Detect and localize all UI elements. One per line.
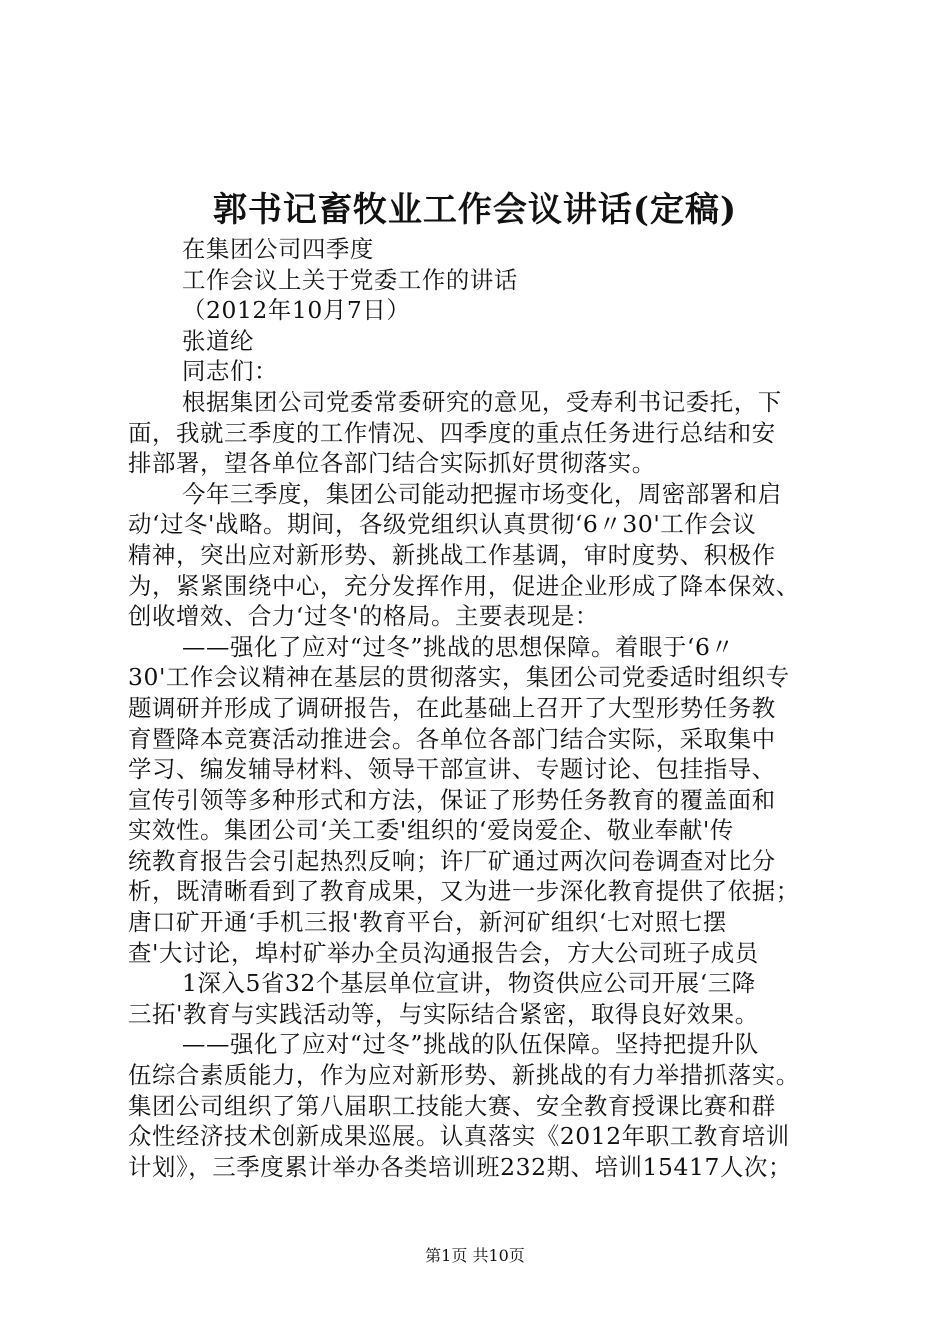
page-footer: 第1页 共10页: [425, 1246, 525, 1265]
text-line: 宣传引领等多种形式和方法，保证了形势任务教育的覆盖面和: [128, 785, 776, 814]
text-line: 精神，突出应对新形势、新挑战工作基调，审时度势、积极作: [128, 540, 776, 569]
text-line: 查'大讨论，埠村矿举办全员沟通报告会，方大公司班子成员: [128, 938, 759, 967]
text-line: 唐口矿开通‘手机三报'教育平台，新河矿组织‘七对照七摆: [128, 908, 727, 937]
text-line: 统教育报告会引起热烈反响；许厂矿通过两次问卷调查对比分: [128, 846, 776, 875]
text-line: 计划》，三季度累计举办各类培训班232期、培训15417人次；: [128, 1152, 792, 1181]
text-line: 创收增效、合力‘过冬'的格局。主要表现是：: [128, 602, 599, 631]
text-line: 张道纶: [182, 326, 254, 355]
text-line: 育暨降本竞赛活动推进会。各单位各部门结合实际，采取集中: [128, 724, 776, 753]
text-line: 集团公司组织了第八届职工技能大赛、安全教育授课比赛和群: [128, 1091, 776, 1120]
text-line: 三拓'教育与实践活动等，与实际结合紧密，取得良好效果。: [128, 999, 759, 1028]
text-line: 根据集团公司党委常委研究的意见，受寿利书记委托，下: [182, 387, 782, 416]
document-body: [128, 234, 840, 1182]
text-line: 众性经济技术创新成果巡展。认真落实《2012年职工教育培训: [128, 1122, 790, 1151]
text-line: 1深入5省32个基层单位宣讲，物资供应公司开展‘三降: [182, 969, 756, 998]
text-line: 实效性。集团公司‘关工委'组织的‘爱岗爱企、敬业奉献'传: [128, 816, 734, 845]
text-line: 排部署，望各单位各部门结合实际抓好贯彻落实。: [128, 449, 656, 478]
text-line: （2012年10月7日）: [182, 296, 411, 325]
text-line: 伍综合素质能力，作为应对新形势、新挑战的有力举措抓落实。: [128, 1061, 800, 1090]
text-line: 在集团公司四季度: [182, 235, 374, 263]
text-line: 为，紧紧围绕中心，充分发挥作用，促进企业形成了降本保效、: [128, 571, 800, 600]
text-line: 工作会议上关于党委工作的讲话: [182, 265, 518, 294]
text-line: 题调研并形成了调研报告，在此基础上召开了大型形势任务教: [128, 693, 776, 722]
text-line: 面，我就三季度的工作情况、四季度的重点任务进行总结和安: [128, 418, 776, 447]
text-line: 今年三季度，集团公司能动把握市场变化，周密部署和启: [182, 479, 782, 508]
document-title: 郭书记畜牧业工作会议讲话(定稿): [212, 190, 738, 230]
text-line: 30'工作会议精神在基层的贯彻落实，集团公司党委适时组织专: [128, 663, 790, 692]
text-line: 析，既清晰看到了教育成果，又为进一步深化教育提供了依据；: [128, 877, 800, 906]
text-line: ——强化了应对“过冬”挑战的队伍保障。坚持把提升队: [182, 1030, 759, 1059]
text-line: 学习、编发辅导材料、领导干部宣讲、专题讨论、包挂指导、: [128, 755, 776, 784]
text-line: 动‘过冬'战略。期间，各级党组织认真贯彻‘6〃30'工作会议: [128, 510, 757, 539]
text-line: ——强化了应对“过冬”挑战的思想保障。着眼于‘6〃: [182, 632, 735, 661]
text-line: 同志们：: [182, 357, 278, 386]
